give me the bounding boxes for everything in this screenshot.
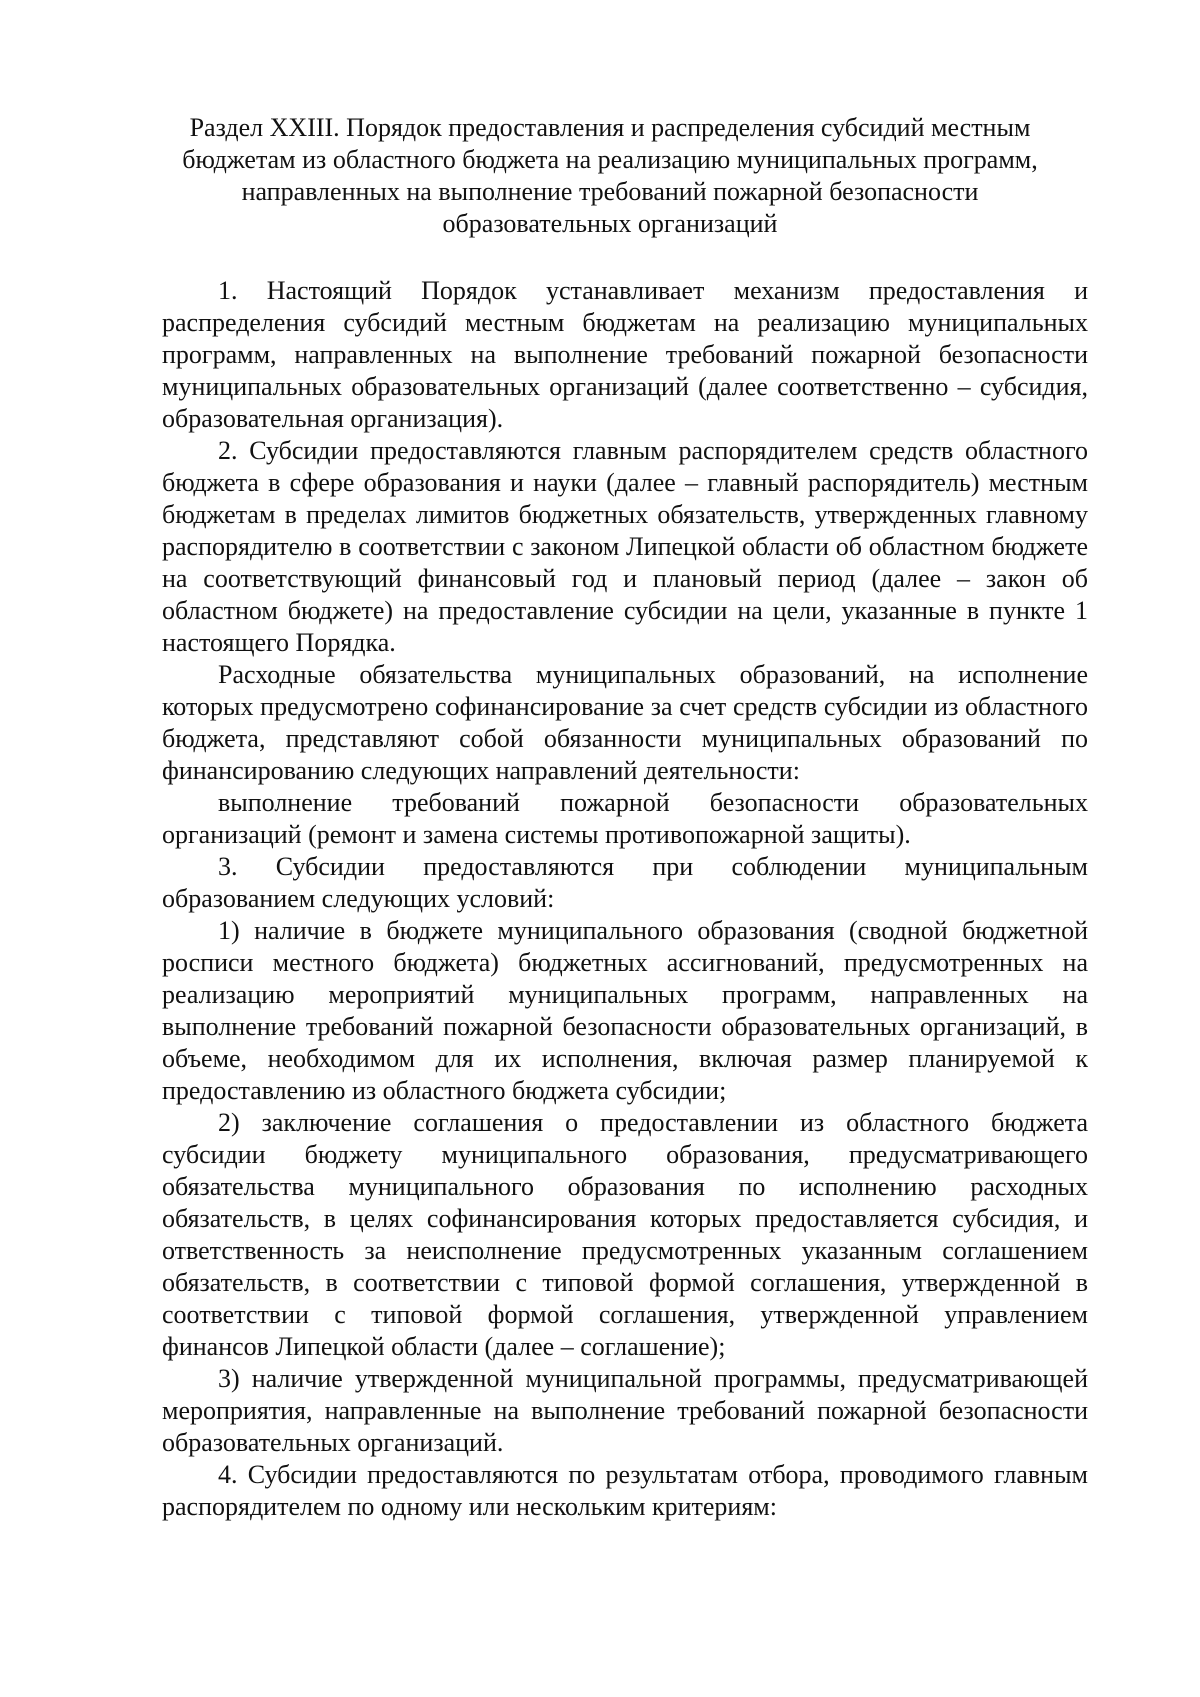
paragraph-7: 2) заключение соглашения о предоставлении из областного бюджета субсидии бюджету муниципального образования, предусматривающего обязательства муниципального образования по исполнению расходных обязательств, в целях софинансирования которых предоставляется субсидия, и ответственность за неисполнение предусмотренных указанным соглашением обязательств, в соответствии с типовой формой соглашения, утвержденной в соответствии с типовой формой соглашения, утвержденной управлением финансов Липецкой области (далее – соглашение); [162,1108,1088,1361]
paragraph-9: 4. Субсидии предоставляются по результатам отбора, проводимого главным распорядителем по одному или нескольким критериям: [162,1460,1088,1521]
document-body [162,275,1088,1523]
paragraph-5: 3. Субсидии предоставляются при соблюдении муниципальным образованием следующих условий: [162,852,1088,913]
paragraph-4: выполнение требований пожарной безопасности образовательных организаций (ремонт и замена системы противопожарной защиты). [162,788,1088,849]
paragraph-8: 3) наличие утвержденной муниципальной программы, предусматривающей мероприятия, направленные на выполнение требований пожарной безопасности образовательных организаций. [162,1364,1088,1457]
document-title: Раздел XXIII. Порядок предоставления и распределения субсидий местным бюджетам из областного бюджета на реализацию муниципальных программ, направленных на выполнение требований пожарной безопасности образовательных организаций [182,113,1038,238]
paragraph-3: Расходные обязательства муниципальных образований, на исполнение которых предусмотрено софинансирование за счет средств субсидии из областного бюджета, представляют собой обязанности муниципальных образований по финансированию следующих направлений деятельности: [162,660,1088,785]
paragraph-2: 2. Субсидии предоставляются главным распорядителем средств областного бюджета в сфере образования и науки (далее – главный распорядитель) местным бюджетам в пределах лимитов бюджетных обязательств, утвержденных главному распорядителю в соответствии с законом Липецкой области об областном бюджете на соответствующий финансовый год и плановый период (далее – закон об областном бюджете) на предоставление субсидии на цели, указанные в пункте 1 настоящего Порядка. [162,436,1088,657]
paragraph-6: 1) наличие в бюджете муниципального образования (сводной бюджетной росписи местного бюджета) бюджетных ассигнований, предусмотренных на реализацию мероприятий муниципальных программ, направленных на выполнение требований пожарной безопасности образовательных организаций, в объеме, необходимом для их исполнения, включая размер планируемой к предоставлению из областного бюджета субсидии; [162,916,1088,1105]
paragraph-1: 1. Настоящий Порядок устанавливает механизм предоставления и распределения субсидий местным бюджетам на реализацию муниципальных программ, направленных на выполнение требований пожарной безопасности муниципальных образовательных организаций (далее соответственно – субсидия, образовательная организация). [162,276,1088,433]
